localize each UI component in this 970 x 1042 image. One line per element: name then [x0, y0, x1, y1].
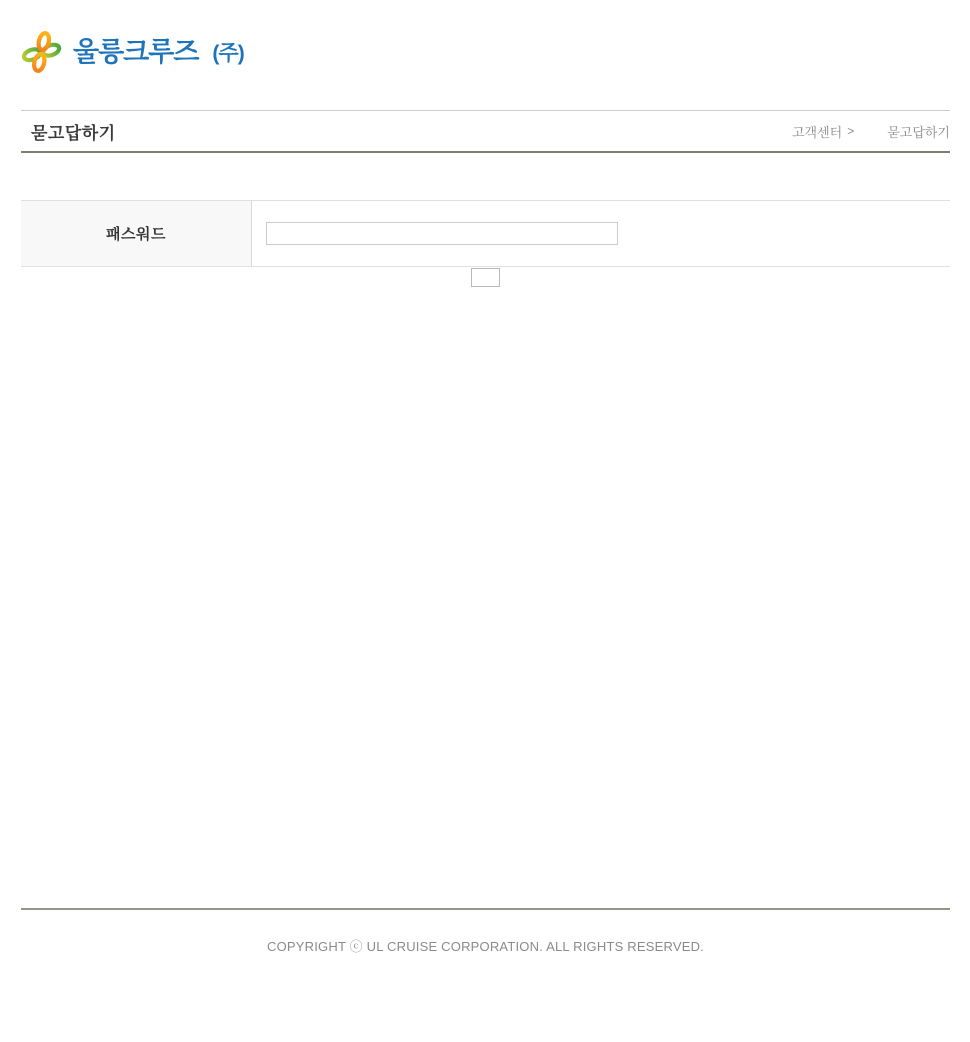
page-title: 묻고답하기 [31, 123, 116, 143]
breadcrumb [792, 122, 950, 141]
breadcrumb-parent-link[interactable]: 고객센터 [791, 124, 843, 140]
password-input-cell [252, 201, 950, 266]
password-form-table [21, 200, 950, 267]
password-form-area [21, 200, 950, 287]
company-name: 울릉크루즈 [73, 36, 199, 67]
password-label: 패스워드 [106, 226, 166, 243]
copyright-text: COPYRIGHT ⓒ UL CRUISE CORPORATION. ALL RIGHTS RESERVED. [267, 939, 704, 954]
pinwheel-logo-icon [22, 30, 62, 74]
company-suffix: (주) [212, 42, 244, 65]
page-title-bar [21, 110, 950, 153]
site-header [0, 0, 970, 110]
submit-button[interactable] [471, 268, 500, 287]
submit-row [21, 268, 950, 287]
breadcrumb-current-link[interactable]: 묻고답하기 [887, 124, 950, 140]
breadcrumb-separator: > [847, 124, 855, 138]
password-label-cell [21, 201, 252, 266]
company-logo[interactable] [22, 30, 244, 74]
password-input[interactable] [266, 222, 618, 245]
site-footer [21, 908, 950, 955]
